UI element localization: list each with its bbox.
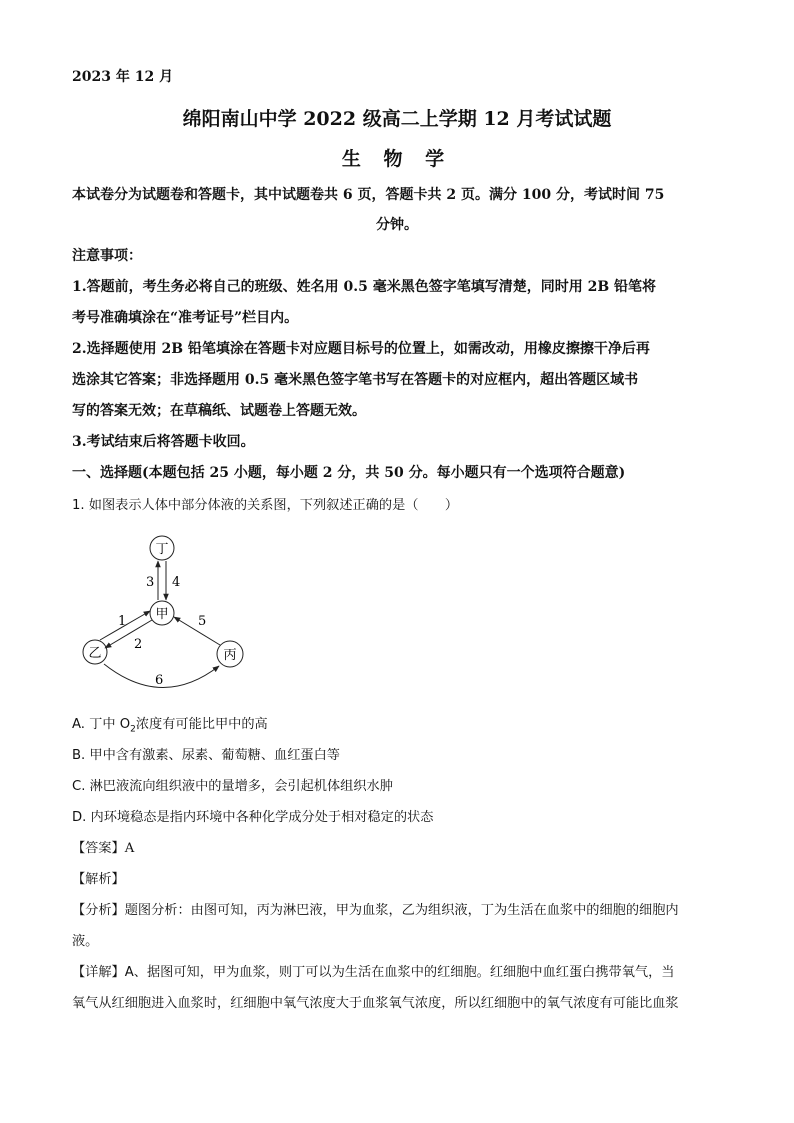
option-a [72, 713, 268, 735]
question-1-stem: 1. 如图表示人体中部分体液的关系图，下列叙述正确的是（ ） [72, 498, 459, 513]
section-1-heading: 一、选择题(本题包括 25 小题，每小题 2 分，共 50 分。每小题只有一个选项符合题意) [72, 465, 626, 481]
xiangjie-line-1 [72, 961, 674, 980]
node-jia-label: 甲 [155, 607, 169, 622]
intro-line-2: 分钟。 [376, 217, 418, 233]
option-a-suffix: 浓度有可能比甲中的高 [135, 717, 268, 732]
node-ding [150, 536, 174, 560]
node-yi [83, 640, 107, 664]
answer-tag: 【答案】 [72, 841, 125, 856]
option-c: C. 淋巴液流向组织液中的量增多，会引起机体组织水肿 [72, 779, 393, 794]
fenxi-tag: 【分析】 [72, 903, 125, 918]
option-d: D. 内环境稳态是指内环境中各种化学成分处于相对稳定的状态 [72, 810, 434, 825]
option-b: B. 甲中含有激素、尿素、葡萄糖、血红蛋白等 [72, 748, 340, 763]
answer-line [72, 837, 134, 856]
node-jia [150, 601, 174, 625]
xiangjie-tag: 【详解】 [72, 965, 125, 980]
arrow-2 [105, 620, 152, 648]
arrow-6-label: 6 [155, 673, 164, 688]
node-ding-label: 丁 [155, 542, 169, 557]
arrow-5-label: 5 [198, 614, 207, 629]
arrow-3-label: 3 [146, 575, 155, 590]
node-bing-label: 丙 [223, 648, 237, 663]
notes-heading: 注意事项： [72, 248, 142, 264]
fenxi-line-1 [72, 899, 679, 918]
note-2-line-2: 选涂其它答案；非选择题用 0.5 毫米黑色签字笔书写在答题卡的对应框内，超出答题区域书 [72, 372, 639, 388]
fenxi-line-2: 液。 [72, 934, 99, 949]
option-a-subscript: 2 [130, 724, 136, 735]
note-1-line-1: 1.答题前，考生务必将自己的班级、姓名用 0.5 毫米黑色签字笔填写清楚，同时用 2B 铅笔将 [72, 279, 657, 295]
body-fluid-diagram [74, 528, 260, 696]
exam-title: 绵阳南山中学 2022 级高二上学期 12 月考试试题 [182, 108, 612, 130]
intro-line-1: 本试卷分为试题卷和答题卡，其中试题卷共 6 页，答题卡共 2 页。满分 100 分，考试时间 75 [72, 187, 665, 203]
xiangjie-line-2: 氧气从红细胞进入血浆时，红细胞中氧气浓度大于血浆氧气浓度，所以红细胞中的氧气浓度有可能比血浆 [72, 996, 679, 1011]
arrow-4-label: 4 [172, 575, 181, 590]
arrow-2-label: 2 [134, 637, 143, 652]
answer-value: A [124, 841, 135, 856]
exam-subject: 生 物 学 [341, 148, 453, 170]
node-yi-label: 乙 [88, 646, 102, 661]
arrow-1-label: 1 [118, 614, 127, 629]
note-3: 3.考试结束后将答题卡收回。 [72, 434, 255, 450]
note-1-line-2: 考号准确填涂在“准考证号”栏目内。 [72, 310, 299, 326]
fenxi-text-1: 题图分析：由图可知，丙为淋巴液，甲为血浆，乙为组织液，丁为生活在血浆中的细胞的细胞内 [124, 903, 679, 918]
note-2-line-3: 写的答案无效；在草稿纸、试题卷上答题无效。 [72, 403, 366, 419]
note-2-line-1: 2.选择题使用 2B 铅笔填涂在答题卡对应题目标号的位置上，如需改动，用橡皮擦擦干净后再 [72, 341, 650, 357]
node-bing [217, 641, 243, 667]
xiangjie-text-1: A、据图可知，甲为血浆，则丁可以为生活在血浆中的红细胞。红细胞中血红蛋白携带氧气，当 [124, 965, 675, 980]
option-a-prefix: A. 丁中 O [72, 717, 131, 732]
exam-date: 2023 年 12 月 [72, 69, 174, 85]
analysis-tag: 【解析】 [72, 872, 125, 887]
arrow-5 [174, 617, 220, 645]
